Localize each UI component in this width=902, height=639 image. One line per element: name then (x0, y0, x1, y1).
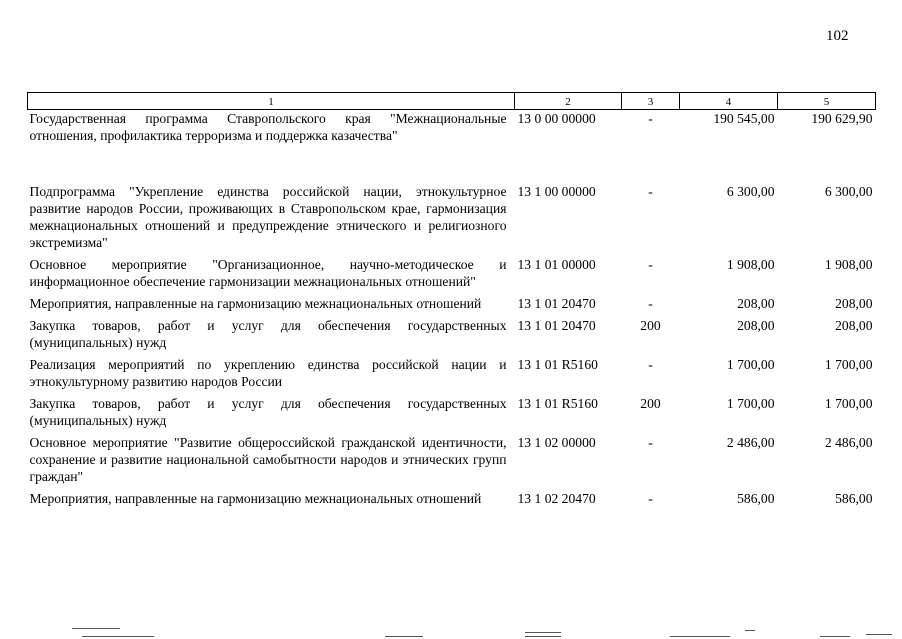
row-amount-2: 1 908,00 (824, 257, 873, 272)
table-row (28, 490, 876, 512)
row-name: Основное мероприятие "Развитие общероссийской гражданской идентичности, сохранение и развитие национальной самобытности народов и этнических групп граждан" (29, 435, 507, 484)
page-number: 102 (826, 28, 849, 44)
row-amount-2: 6 300,00 (824, 184, 873, 199)
row-amount-1: 190 545,00 (713, 111, 775, 126)
header-cell-4: 4 (680, 93, 778, 110)
table-row (28, 256, 876, 295)
header-cell-3: 3 (622, 93, 680, 110)
row-amount-2: 1 700,00 (824, 396, 873, 411)
row-code: 13 1 01 R5160 (517, 357, 598, 372)
row-expense-type: - (648, 357, 653, 372)
row-name: Основное мероприятие "Организационное, научно-методическое и информационное обеспечение гармонизации межнациональных отношений" (29, 257, 507, 289)
row-amount-1: 1 908,00 (726, 257, 775, 272)
row-expense-type: - (648, 111, 653, 126)
row-amount-2: 208,00 (835, 296, 873, 311)
row-expense-type: 200 (640, 318, 661, 333)
budget-table (27, 92, 876, 512)
row-amount-1: 2 486,00 (726, 435, 775, 450)
table-row (28, 317, 876, 356)
row-name: Мероприятия, направленные на гармонизацию межнациональных отношений (29, 491, 482, 506)
scan-edge-marks (0, 622, 902, 639)
row-amount-1: 1 700,00 (726, 396, 775, 411)
row-name: Закупка товаров, работ и услуг для обеспечения государственных (муниципальных) нужд (29, 396, 507, 428)
row-amount-1: 6 300,00 (726, 184, 775, 199)
row-amount-2: 208,00 (835, 318, 873, 333)
row-expense-type: - (648, 257, 653, 272)
table-body (28, 110, 876, 513)
table-row (28, 183, 876, 256)
row-code: 13 1 01 R5160 (517, 396, 598, 411)
row-code: 13 1 02 00000 (517, 435, 596, 450)
row-amount-1: 586,00 (737, 491, 775, 506)
row-code: 13 1 01 20470 (517, 318, 596, 333)
row-name: Реализация мероприятий по укреплению единства российской нации и этнокультурному развитию народов России (29, 357, 507, 389)
row-amount-2: 1 700,00 (824, 357, 873, 372)
scan-mark (866, 634, 892, 635)
row-expense-type: - (648, 184, 653, 199)
scan-mark (525, 636, 561, 637)
table-row (28, 295, 876, 317)
scan-mark (670, 636, 730, 637)
row-expense-type: 200 (640, 396, 661, 411)
row-amount-1: 208,00 (737, 296, 775, 311)
row-amount-2: 586,00 (835, 491, 873, 506)
row-name: Подпрограмма "Укрепление единства российской нации, этнокультурное развитие народов России, проживающих в Ставропольском крае, гармонизация межнациональных отношений и предупреждение этнического и религиозного экстремизма" (29, 184, 507, 250)
scan-mark (385, 636, 423, 637)
scan-mark (72, 628, 120, 629)
row-expense-type: - (648, 435, 653, 450)
row-code: 13 1 01 00000 (517, 257, 596, 272)
row-name: Мероприятия, направленные на гармонизацию межнациональных отношений (29, 296, 482, 311)
row-expense-type: - (648, 296, 653, 311)
row-name: Государственная программа Ставропольского края "Межнациональные отношения, профилактика терроризма и поддержка казачества" (29, 111, 507, 143)
table-row (28, 395, 876, 434)
table-row (28, 356, 876, 395)
row-code: 13 0 00 00000 (517, 111, 596, 126)
table-header (28, 93, 876, 110)
table-row (28, 434, 876, 490)
row-amount-2: 2 486,00 (824, 435, 873, 450)
header-cell-2: 2 (515, 93, 622, 110)
row-code: 13 1 02 20470 (517, 491, 596, 506)
row-amount-1: 208,00 (737, 318, 775, 333)
header-cell-1: 1 (28, 93, 515, 110)
row-name: Закупка товаров, работ и услуг для обеспечения государственных (муниципальных) нужд (29, 318, 507, 350)
table-row (28, 110, 876, 184)
row-expense-type: - (648, 491, 653, 506)
row-amount-2: 190 629,90 (811, 111, 873, 126)
row-code: 13 1 01 20470 (517, 296, 596, 311)
scan-mark (745, 630, 755, 631)
scan-mark (82, 636, 154, 637)
scan-mark (525, 632, 561, 633)
table-header-row (28, 93, 876, 110)
header-cell-5: 5 (778, 93, 876, 110)
row-amount-1: 1 700,00 (726, 357, 775, 372)
row-code: 13 1 00 00000 (517, 184, 596, 199)
scan-mark (820, 636, 850, 637)
